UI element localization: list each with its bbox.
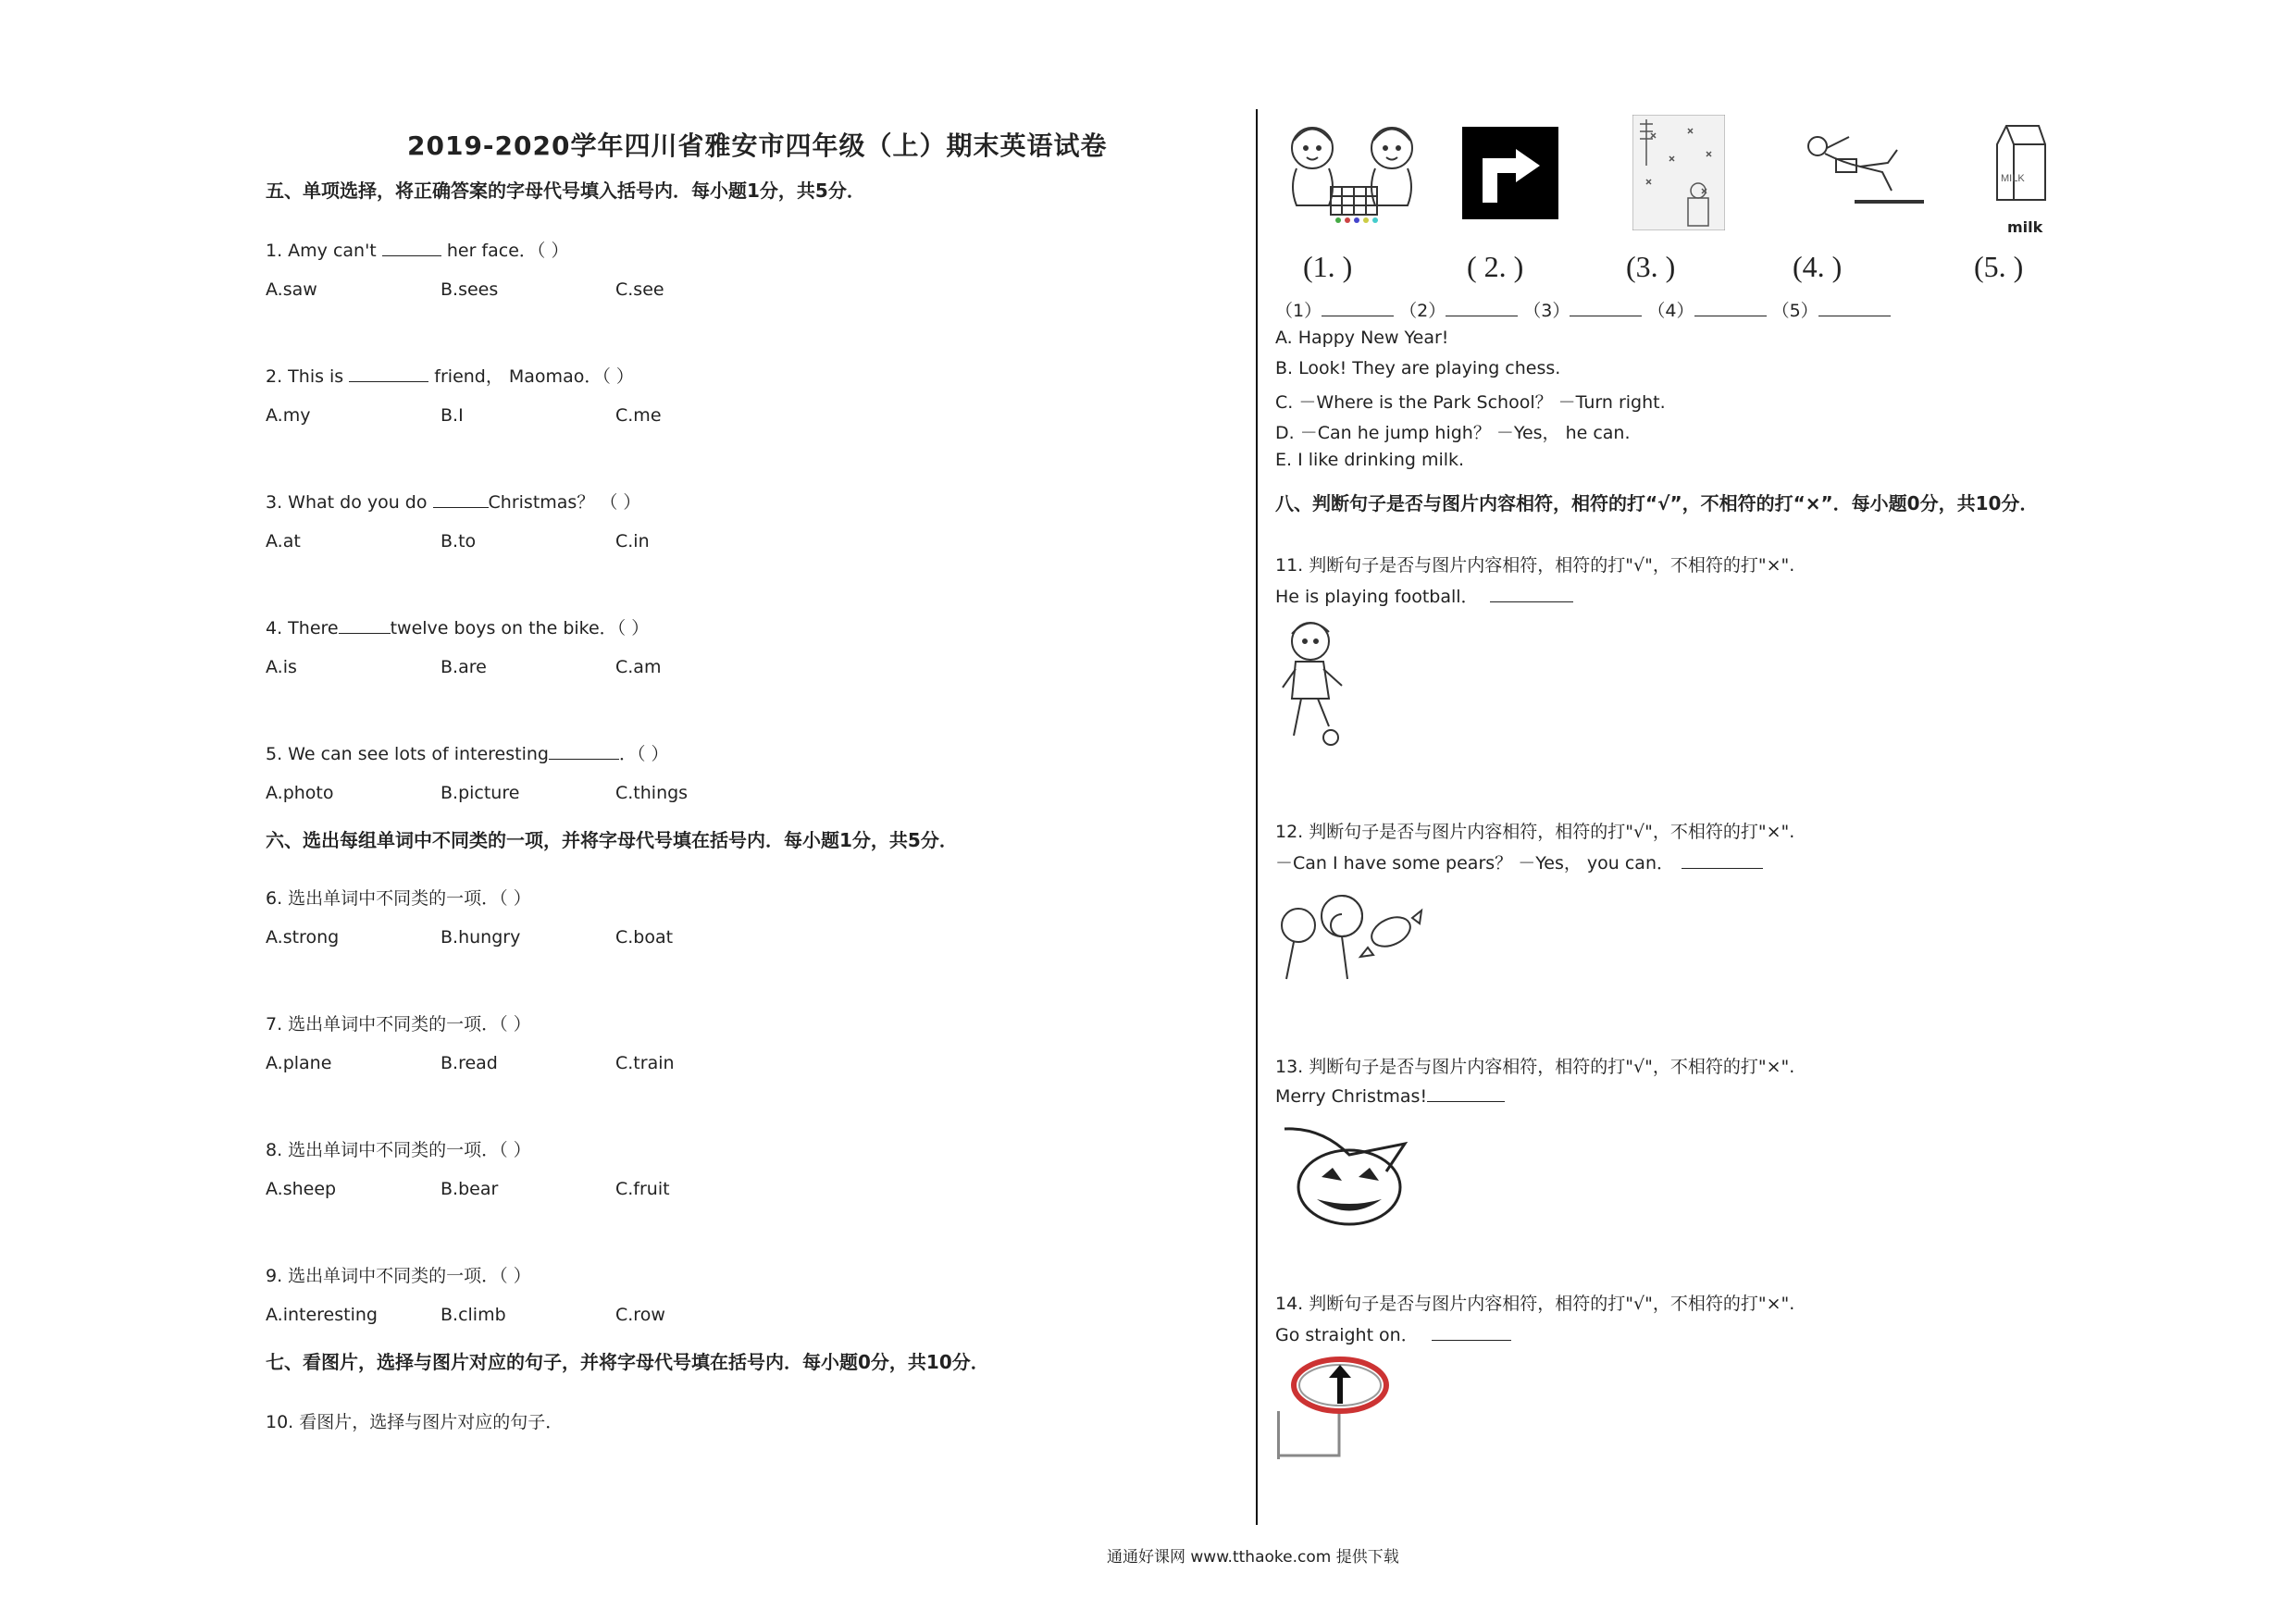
picture-number-3: (3. ) xyxy=(1626,250,1676,283)
answer-blank[interactable] xyxy=(382,239,441,256)
column-divider xyxy=(1256,109,1258,1525)
milk-label: milk xyxy=(2007,218,2043,236)
choice-a: A. Happy New Year! xyxy=(1275,328,1449,348)
option-a[interactable]: A.my xyxy=(266,405,311,426)
answer-row xyxy=(1275,297,1891,322)
option-b[interactable]: B.climb xyxy=(441,1305,506,1325)
option-b[interactable]: B.are xyxy=(441,657,487,677)
section-seven-heading: 七、看图片，选择与图片对应的句子，并将字母代号填在括号内．每小题0分，共10分． xyxy=(266,1351,989,1373)
go-straight-sign-image xyxy=(1275,1356,1391,1462)
slot-label: （5） xyxy=(1771,301,1818,321)
judge-sentence-11 xyxy=(1275,583,1573,608)
answer-blank[interactable] xyxy=(349,365,428,382)
judge-sentence-14 xyxy=(1275,1321,1511,1346)
option-c[interactable]: C.see xyxy=(615,279,664,300)
picture-number-2: ( 2. ) xyxy=(1467,250,1524,283)
option-a[interactable]: A.plane xyxy=(266,1053,332,1073)
section-eight-heading: 八、判断句子是否与图片内容相符，相符的打“√”，不相符的打“×”．每小题0分，共10分． xyxy=(1275,492,2039,514)
answer-blank-1[interactable] xyxy=(1322,299,1394,316)
question-text: friend， Maomao．（ ） xyxy=(428,366,634,387)
option-c[interactable]: C.am xyxy=(615,657,662,677)
answer-blank[interactable] xyxy=(1432,1323,1511,1341)
sentence-text: Go straight on． xyxy=(1275,1325,1419,1345)
question-text: 3. What do you do xyxy=(266,492,433,513)
question-text: 7. 选出单词中不同类的一项．（ ） xyxy=(266,1014,531,1035)
answer-blank-4[interactable] xyxy=(1694,299,1767,316)
option-a[interactable]: A.saw xyxy=(266,279,317,300)
option-c[interactable]: C.me xyxy=(615,405,662,426)
judge-question-13: 13. 判断句子是否与图片内容相符，相符的打"√"，不相符的打"×". xyxy=(1275,1057,1795,1077)
question-10-text: 10. 看图片，选择与图片对应的句子． xyxy=(266,1412,564,1432)
option-b[interactable]: B.picture xyxy=(441,783,520,803)
question-text: 4. There xyxy=(266,618,339,638)
option-a[interactable]: A.strong xyxy=(266,927,340,948)
option-c[interactable]: C.things xyxy=(615,783,689,803)
choice-c: C. －Where is the Park School？ －Turn right. xyxy=(1275,392,1666,413)
boy-running-image xyxy=(1275,615,1349,754)
choice-e: E. I like drinking milk. xyxy=(1275,450,1465,470)
section-six-heading: 六、选出每组单词中不同类的一项，并将字母代号填在括号内．每小题1分，共5分． xyxy=(266,829,958,851)
answer-blank-2[interactable] xyxy=(1446,299,1518,316)
svg-text:MILK: MILK xyxy=(2001,173,2025,184)
answer-blank[interactable] xyxy=(1682,851,1763,869)
answer-blank[interactable] xyxy=(433,490,489,508)
option-c[interactable]: C.boat xyxy=(615,927,674,948)
footer-text: 通通好课网 www.tthaoke.com 提供下载 xyxy=(1107,1548,1399,1567)
page-title: 2019-2020学年四川省雅安市四年级（上）期末英语试卷 xyxy=(407,130,1108,161)
option-c[interactable]: C.in xyxy=(615,531,650,551)
question-text: 8. 选出单词中不同类的一项．（ ） xyxy=(266,1140,531,1160)
answer-blank[interactable] xyxy=(1427,1084,1505,1102)
option-c[interactable]: C.row xyxy=(615,1305,665,1325)
question-text: 2. This is xyxy=(266,366,350,387)
choice-b: B. Look! They are playing chess. xyxy=(1275,358,1561,378)
question-text: twelve boys on the bike．（ ） xyxy=(390,618,650,638)
slot-label: （2） xyxy=(1399,301,1446,321)
sentence-text: －Can I have some pears？ －Yes， you can． xyxy=(1275,853,1674,873)
judge-question-14: 14. 判断句子是否与图片内容相符，相符的打"√"，不相符的打"×". xyxy=(1275,1294,1795,1314)
option-a[interactable]: A.sheep xyxy=(266,1179,337,1199)
lollipops-candy-image xyxy=(1275,890,1433,983)
picture-number-1: (1. ) xyxy=(1303,250,1353,283)
boy-jumping-image xyxy=(1799,130,1924,220)
answer-blank[interactable] xyxy=(549,742,619,760)
picture-number-4: (4. ) xyxy=(1793,250,1843,283)
question-text: 6. 选出单词中不同类的一项．（ ） xyxy=(266,888,531,909)
option-b[interactable]: B.sees xyxy=(441,279,499,300)
option-b[interactable]: B.bear xyxy=(441,1179,499,1199)
question-text: 5. We can see lots of interesting xyxy=(266,744,549,764)
answer-blank-3[interactable] xyxy=(1570,299,1642,316)
question-text: 9. 选出单词中不同类的一项．（ ） xyxy=(266,1266,531,1286)
judge-sentence-13 xyxy=(1275,1084,1505,1107)
kids-playing-chess-image xyxy=(1273,113,1435,226)
choice-d: D. －Can he jump high？ －Yes， he can. xyxy=(1275,423,1631,443)
option-a[interactable]: A.at xyxy=(266,531,301,551)
answer-blank-5[interactable] xyxy=(1818,299,1891,316)
option-c[interactable]: C.train xyxy=(615,1053,675,1073)
sentence-text: Merry Christmas! xyxy=(1275,1086,1428,1107)
milk-carton-image xyxy=(1988,117,2053,209)
slot-label: （3） xyxy=(1523,301,1570,321)
question-text: Christmas？ （ ） xyxy=(488,492,641,513)
question-text: ．（ ） xyxy=(618,744,669,764)
option-c[interactable]: C.fruit xyxy=(615,1179,670,1199)
question-text: her face．（ ） xyxy=(441,241,569,261)
halloween-pumpkin-image xyxy=(1275,1118,1428,1229)
option-b[interactable]: B.read xyxy=(441,1053,498,1073)
slot-label: （4） xyxy=(1647,301,1694,321)
option-b[interactable]: B.hungry xyxy=(441,927,521,948)
slot-label: （1） xyxy=(1275,301,1322,321)
section-five-heading: 五、单项选择，将正确答案的字母代号填入括号内．每小题1分，共5分． xyxy=(266,180,865,202)
answer-blank[interactable] xyxy=(1490,585,1573,602)
turn-right-sign-image xyxy=(1462,127,1558,219)
question-text: 1. Amy can't xyxy=(266,241,382,261)
judge-question-11: 11. 判断句子是否与图片内容相符，相符的打"√"，不相符的打"×". xyxy=(1275,555,1795,576)
answer-blank[interactable] xyxy=(339,616,391,634)
judge-sentence-12 xyxy=(1275,849,1763,874)
option-a[interactable]: A.is xyxy=(266,657,297,677)
option-a[interactable]: A.photo xyxy=(266,783,334,803)
option-a[interactable]: A.interesting xyxy=(266,1305,378,1325)
judge-question-12: 12. 判断句子是否与图片内容相符，相符的打"√"，不相符的打"×". xyxy=(1275,822,1795,842)
picture-number-5: (5. ) xyxy=(1974,250,2024,283)
option-b[interactable]: B.to xyxy=(441,531,477,551)
sentence-text: He is playing football． xyxy=(1275,587,1479,607)
fireworks-new-year-image xyxy=(1632,115,1725,230)
option-b[interactable]: B.I xyxy=(441,405,464,426)
